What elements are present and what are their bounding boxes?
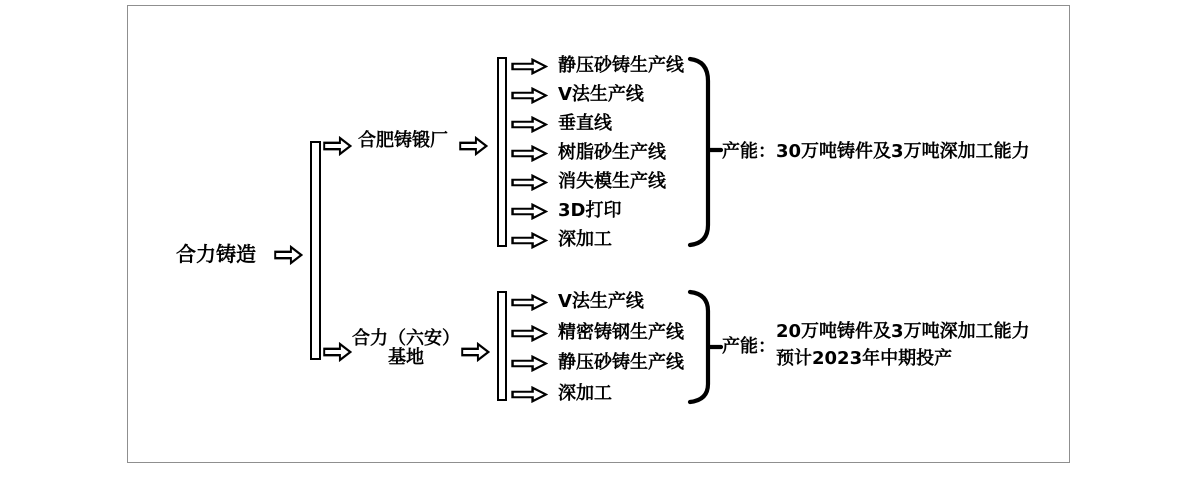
production-line-label: 消失模生产线 <box>558 171 666 192</box>
capacity-prefix: 产能： <box>722 336 776 357</box>
capacity-label <box>722 318 1030 372</box>
flow-arrow-icon <box>511 145 548 162</box>
production-line-row <box>511 201 621 221</box>
production-line-label: 深加工 <box>558 383 612 404</box>
production-line-label: 静压砂铸生产线 <box>558 55 684 76</box>
production-line-row <box>511 172 666 192</box>
flow-arrow-icon <box>511 116 548 133</box>
flow-arrow-icon <box>511 325 548 342</box>
production-line-row <box>511 56 684 76</box>
branch-label-line: 合力（六安） <box>352 328 460 349</box>
flow-arrow-icon <box>511 203 548 220</box>
production-line-label: 树脂砂生产线 <box>558 142 666 163</box>
flow-arrow-icon <box>511 174 548 191</box>
flow-arrow-icon <box>511 386 548 403</box>
connector-bar-branch2 <box>497 291 507 401</box>
flow-arrow-icon <box>274 245 303 265</box>
production-line-row <box>511 323 684 343</box>
production-line-label: 垂直线 <box>558 113 612 134</box>
production-line-row <box>511 230 612 250</box>
production-line-row <box>511 353 684 373</box>
capacity-label <box>722 140 1030 160</box>
connector-bar-root <box>310 141 321 360</box>
root-label: 合力铸造 <box>176 242 256 266</box>
production-line-label: V法生产线 <box>558 291 644 312</box>
production-line-row <box>511 143 666 163</box>
branch-label-line: 基地 <box>388 347 424 368</box>
capacity-lines <box>776 318 1030 372</box>
production-line-label: V法生产线 <box>558 84 644 105</box>
flow-arrow-icon <box>323 136 352 156</box>
flow-arrow-icon <box>459 136 488 156</box>
production-line-row <box>511 85 644 105</box>
branch-label-luan <box>348 329 464 367</box>
flow-arrow-icon <box>511 294 548 311</box>
production-line-label: 静压砂铸生产线 <box>558 352 684 373</box>
flow-arrow-icon <box>511 232 548 249</box>
flow-arrow-icon <box>511 58 548 75</box>
production-line-label: 3D打印 <box>558 200 622 221</box>
capacity-line: 预计2023年中期投产 <box>776 348 953 369</box>
brace-icon <box>687 56 723 248</box>
production-line-label: 深加工 <box>558 229 612 250</box>
flow-arrow-icon <box>511 355 548 372</box>
capacity-line: 20万吨铸件及3万吨深加工能力 <box>776 321 1030 342</box>
flow-arrow-icon <box>461 342 490 362</box>
production-line-label: 精密铸钢生产线 <box>558 322 684 343</box>
capacity-prefix: 产能： <box>722 141 776 162</box>
production-line-row <box>511 292 644 312</box>
brace-icon <box>687 289 723 405</box>
connector-bar-branch1 <box>497 57 507 247</box>
capacity-line: 30万吨铸件及3万吨深加工能力 <box>776 141 1030 162</box>
branch-label-hefei: 合肥铸锻厂 <box>358 130 448 151</box>
production-line-row <box>511 384 612 404</box>
production-line-row <box>511 114 612 134</box>
flow-arrow-icon <box>511 87 548 104</box>
